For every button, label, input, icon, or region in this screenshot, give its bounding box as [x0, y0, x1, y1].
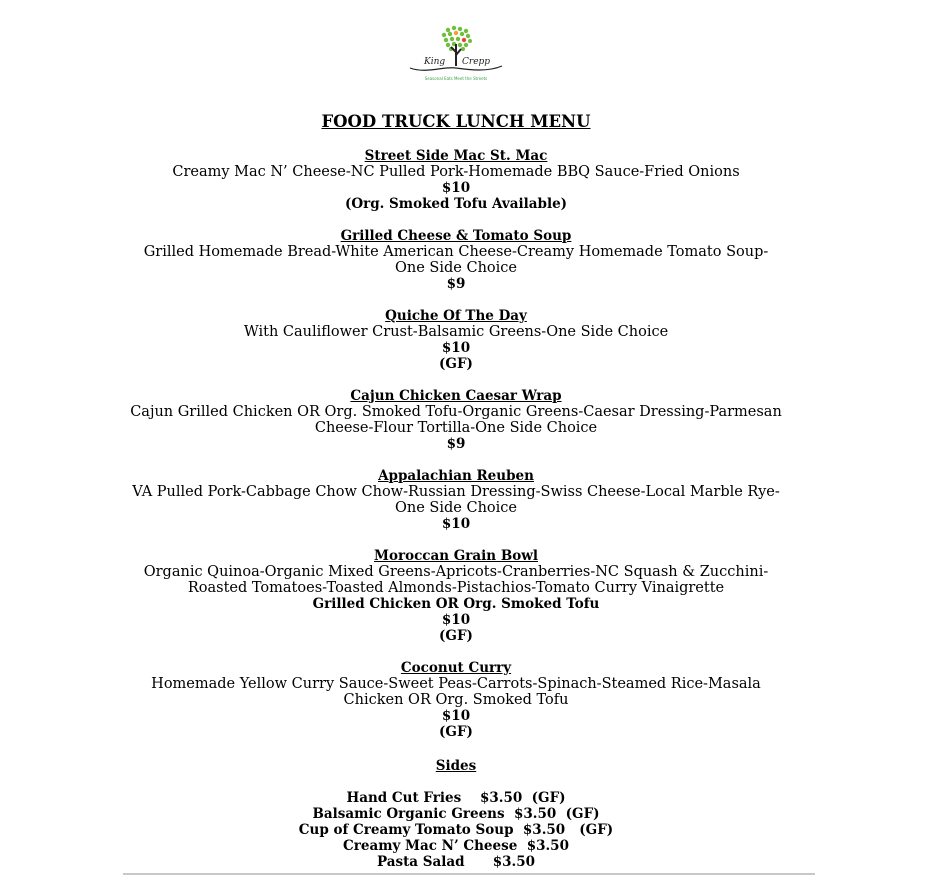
menu-item-price: $10 — [441, 516, 471, 532]
side-item: Creamy Mac N’ Cheese $3.50 — [343, 838, 569, 854]
menu-item-note: (GF) — [439, 356, 473, 372]
menu-item-description: With Cauliflower Crust-Balsamic Greens-One Side Choice — [243, 324, 669, 340]
side-item: Hand Cut Fries $3.50 (GF) — [346, 790, 566, 806]
sides-list — [130, 790, 782, 870]
menu-item-name: Quiche Of The Day — [385, 308, 527, 324]
menu-item-description: VA Pulled Pork-Cabbage Chow Chow-Russian Dressing-Swiss Cheese-Local Marble Rye-One Side Choice — [132, 484, 780, 516]
menu-item-name: Coconut Curry — [400, 660, 512, 676]
menu-item-description: Creamy Mac N’ Cheese-NC Pulled Pork-Homemade BBQ Sauce-Fried Onions — [172, 164, 740, 180]
logo-tagline: Seasonal Eats Meet the Streets — [424, 76, 488, 81]
menu-item-price: $10 — [441, 180, 471, 196]
menu-item — [130, 660, 782, 740]
menu-item — [130, 308, 782, 372]
sides-title: Sides — [435, 758, 477, 774]
side-item: Pasta Salad $3.50 — [376, 854, 536, 870]
menu-item-note: (Org. Smoked Tofu Available) — [344, 196, 568, 212]
menu-item-description: Organic Quinoa-Organic Mixed Greens-Apricots-Cranberries-NC Squash & Zucchini-Roasted Tomatoes-Toasted Almonds-Pistachios-Tomato Curry Vinaigrette — [143, 564, 769, 596]
menu-item-protein-option: Grilled Chicken OR Org. Smoked Tofu — [312, 596, 600, 612]
tree-trunk-icon — [451, 44, 461, 66]
menu-item — [130, 148, 782, 212]
menu-item-name: Moroccan Grain Bowl — [374, 548, 538, 564]
menu-item-note: (GF) — [439, 628, 473, 644]
menu-title: FOOD TRUCK LUNCH MENU — [321, 112, 591, 131]
menu-item-name: Appalachian Reuben — [378, 468, 534, 484]
menu-item-price: $9 — [446, 276, 466, 292]
logo-script-left: King — [424, 57, 446, 67]
menu-item-description: Grilled Homemade Bread-White American Cheese-Creamy Homemade Tomato Soup-One Side Choice — [143, 244, 769, 276]
menu-item-price: $10 — [441, 340, 471, 356]
menu-item — [130, 228, 782, 292]
page-bottom-rule — [123, 873, 815, 875]
menu-item-name: Grilled Cheese & Tomato Soup — [340, 228, 572, 244]
menu-item-price: $9 — [446, 436, 466, 452]
side-item: Cup of Creamy Tomato Soup $3.50 (GF) — [298, 822, 614, 838]
menu-items — [130, 148, 782, 740]
logo — [404, 22, 508, 86]
logo-script-right: Crepp — [462, 57, 491, 67]
menu-item-description: Homemade Yellow Curry Sauce-Sweet Peas-Carrots-Spinach-Steamed Rice-Masala Chicken OR Org. Smoked Tofu — [151, 676, 761, 708]
menu-item-price: $10 — [441, 708, 471, 724]
side-item: Balsamic Organic Greens $3.50 (GF) — [312, 806, 600, 822]
menu-item — [130, 388, 782, 452]
menu-item-price: $10 — [441, 612, 471, 628]
menu-item-description: Cajun Grilled Chicken OR Org. Smoked Tofu-Organic Greens-Caesar Dressing-Parmesan Cheese-Flour Tortilla-One Side Choice — [130, 404, 782, 436]
menu-item-name: Cajun Chicken Caesar Wrap — [350, 388, 562, 404]
menu-item-note: (GF) — [439, 724, 473, 740]
menu-item — [130, 548, 782, 644]
menu-item — [130, 468, 782, 532]
menu-item-name: Street Side Mac St. Mac — [364, 148, 548, 164]
menu-content — [130, 112, 782, 870]
